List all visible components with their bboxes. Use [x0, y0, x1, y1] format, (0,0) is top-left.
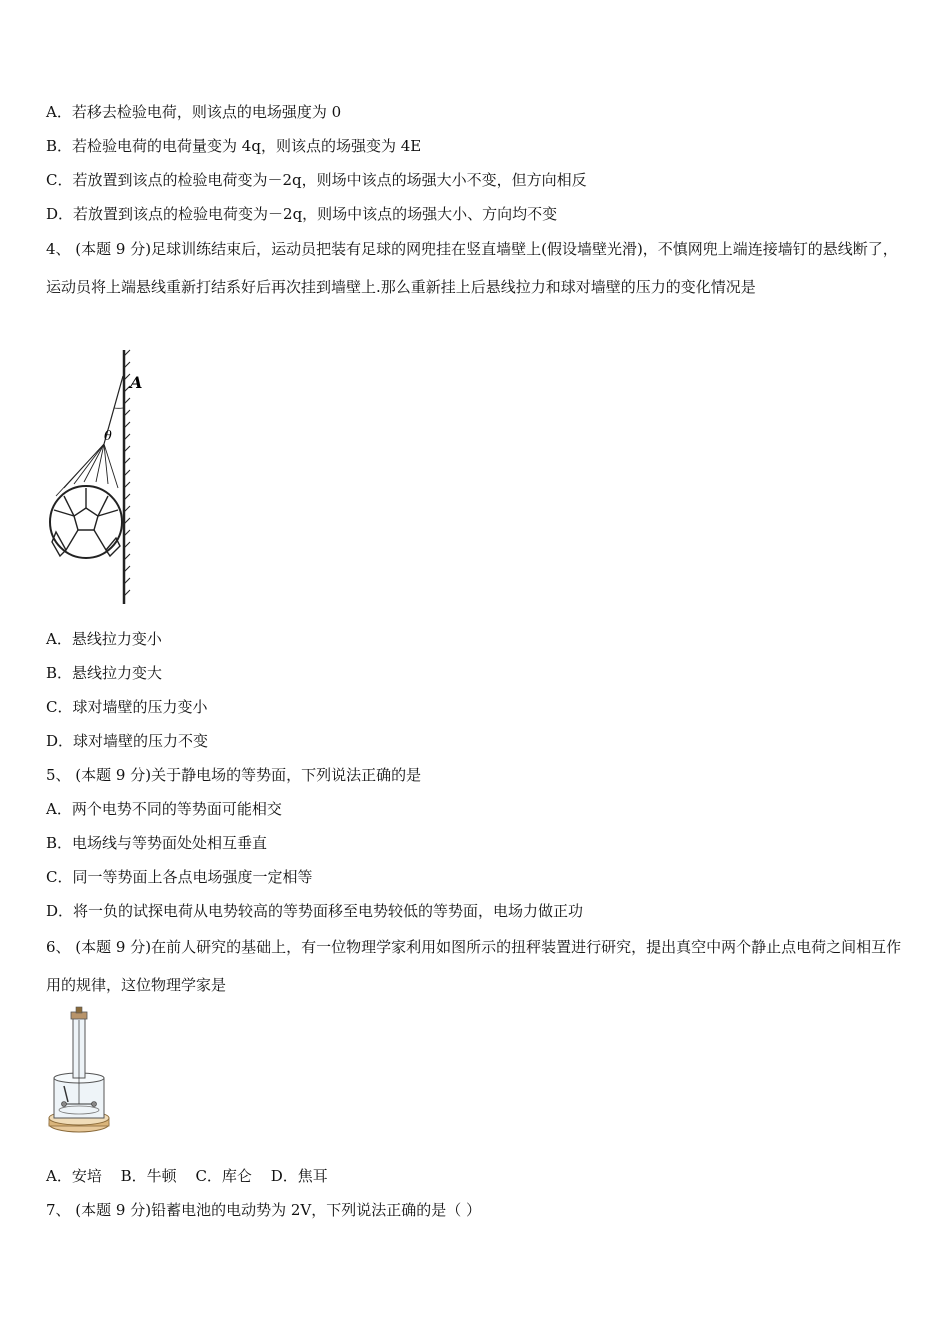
q4-option-a: A．悬线拉力变小: [46, 630, 162, 648]
q4-option-b: B．悬线拉力变大: [46, 664, 163, 682]
q5-option-c: C．同一等势面上各点电场强度一定相等: [46, 868, 313, 886]
q5-stem: 5、 (本题 9 分)关于静电场的等势面，下列说法正确的是: [46, 766, 422, 784]
q7-stem: 7、 (本题 9 分)铅蓄电池的电动势为 2V，下列说法正确的是（ ）: [46, 1201, 482, 1219]
q6-options: [46, 1166, 342, 1186]
q6-stem: 6、 (本题 9 分)在前人研究的基础上，有一位物理学家利用如图所示的扭秤装置进行研究，提出真空中两个静止点电荷之间相互作用的规律，这位物理学家是: [46, 938, 902, 994]
q6-option-c: C．库仑: [195, 1167, 252, 1185]
torsion-balance-figure: [46, 1006, 114, 1138]
q6-option-d: D．焦耳: [270, 1167, 328, 1185]
q3-option-d: D．若放置到该点的检验电荷变为－2q，则场中该点的场强大小、方向均不变: [46, 205, 558, 223]
point-a-label: A: [130, 373, 143, 392]
q4-option-d: D．球对墙壁的压力不变: [46, 732, 209, 750]
q4-stem: 4、 (本题 9 分)足球训练结束后，运动员把装有足球的网兜挂在竖直墙壁上(假设墙壁光滑)，不慎网兜上端连接墙钉的悬线断了，运动员将上端悬线重新打结系好后再次挂到墙壁上.那么重新挂上后悬线拉力和球对墙壁的压力的变化情况是: [46, 240, 898, 296]
q5-option-d: D．将一负的试探电荷从电势较高的等势面移至电势较低的等势面，电场力做正功: [46, 902, 584, 920]
q6-option-b: B．牛顿: [120, 1167, 177, 1185]
q4-option-c: C．球对墙壁的压力变小: [46, 698, 208, 716]
q3-option-c: C．若放置到该点的检验电荷变为－2q，则场中该点的场强大小不变，但方向相反: [46, 171, 587, 189]
q6-option-a: A．安培: [46, 1167, 102, 1185]
q3-option-a: A．若移去检验电荷，则该点的电场强度为 0: [46, 103, 342, 121]
q5-option-b: B．电场线与等势面处处相互垂直: [46, 834, 268, 852]
theta-label: θ: [104, 429, 112, 444]
q3-option-b: B．若检验电荷的电荷量变为 4q，则该点的场强变为 4E: [46, 137, 422, 155]
ball-in-net-figure: [46, 346, 156, 608]
q5-option-a: A．两个电势不同的等势面可能相交: [46, 800, 282, 818]
